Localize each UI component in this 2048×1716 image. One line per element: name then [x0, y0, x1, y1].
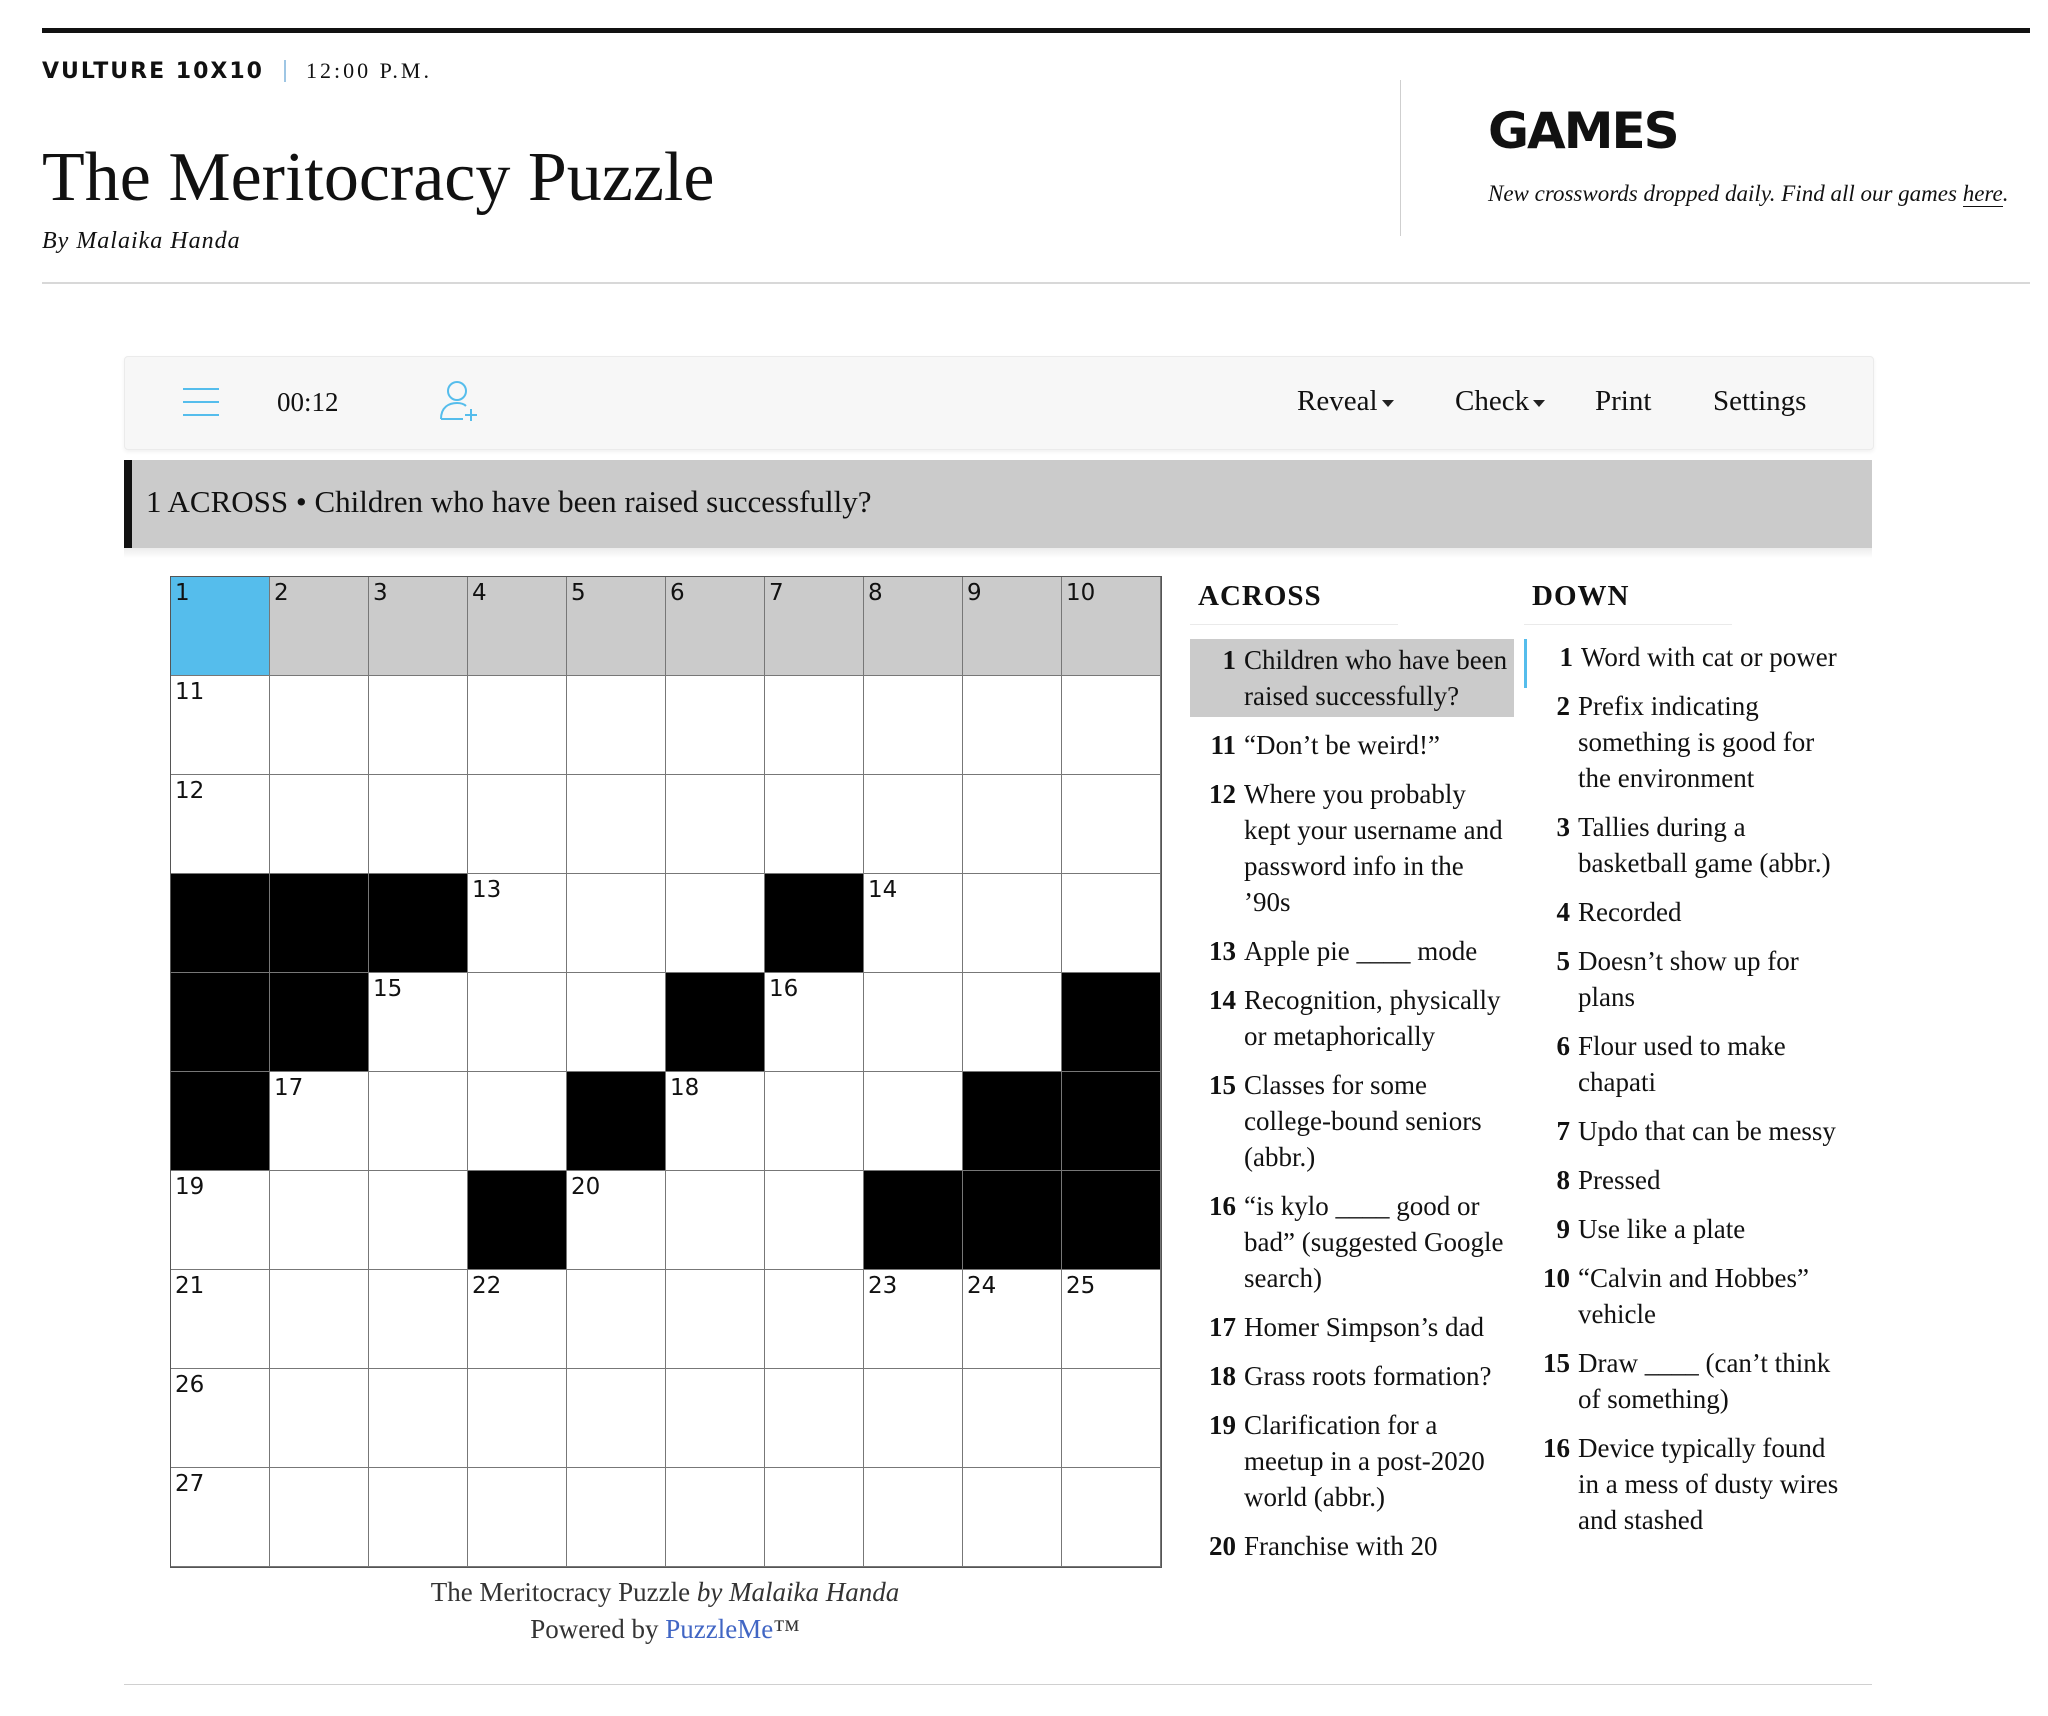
black-square	[369, 874, 468, 973]
grid-cell[interactable]	[864, 1468, 963, 1567]
cell-number: 25	[1066, 1273, 1096, 1299]
credit-tm: ™	[773, 1614, 800, 1644]
publish-time: 12:00 P.M.	[305, 58, 432, 83]
header-divider	[1400, 80, 1401, 236]
grid-cell[interactable]	[567, 1369, 666, 1468]
grid-cell[interactable]	[765, 676, 864, 775]
settings-button[interactable]: Settings	[1713, 385, 1807, 417]
down-clues	[1524, 639, 1854, 1551]
clue-number: 15	[1209, 1070, 1236, 1100]
grid-cell[interactable]	[963, 973, 1062, 1072]
grid-cell[interactable]	[567, 775, 666, 874]
grid-cell[interactable]	[567, 874, 666, 973]
clue-text: Pressed	[1578, 1165, 1661, 1195]
grid-cell[interactable]	[1062, 775, 1161, 874]
cell-number: 9	[967, 580, 982, 606]
clue-text: Where you probably kept your username and password info in the ’90s	[1244, 779, 1503, 917]
grid-cell[interactable]	[1062, 874, 1161, 973]
grid-cell[interactable]	[369, 1171, 468, 1270]
grid-cell[interactable]	[963, 577, 1062, 676]
cell-number: 26	[175, 1372, 205, 1398]
current-clue-text: 1 ACROSS • Children who have been raised successfully?	[146, 484, 872, 519]
cell-number: 18	[670, 1075, 700, 1101]
clue-number: 11	[1210, 730, 1236, 760]
black-square	[171, 973, 270, 1072]
grid-cell[interactable]	[963, 1468, 1062, 1567]
kicker	[42, 58, 432, 84]
grid-cell[interactable]	[369, 973, 468, 1072]
cell-number: 1	[175, 580, 190, 606]
cell-number: 2	[274, 580, 289, 606]
clue-number: 13	[1209, 936, 1236, 966]
clue-text: Device typically found in a mess of dusty wires and stashed	[1578, 1433, 1839, 1535]
grid-cell[interactable]	[468, 1468, 567, 1567]
grid-cell[interactable]	[567, 676, 666, 775]
grid-cell[interactable]	[270, 676, 369, 775]
clue-text: Doesn’t show up for plans	[1578, 946, 1799, 1012]
across-clue-13[interactable]	[1190, 933, 1514, 982]
across-clue-19[interactable]	[1190, 1407, 1514, 1528]
grid-cell[interactable]	[369, 1072, 468, 1171]
grid-cell[interactable]	[864, 1369, 963, 1468]
grid-cell[interactable]	[468, 973, 567, 1072]
grid-cell[interactable]	[171, 1270, 270, 1369]
grid-cell[interactable]	[666, 1270, 765, 1369]
clue-text: Recognition, physically or metaphorically	[1244, 985, 1501, 1051]
grid-cell[interactable]	[468, 1072, 567, 1171]
grid-cell[interactable]	[270, 1171, 369, 1270]
clue-text: Franchise with 20	[1244, 1531, 1438, 1561]
clue-number: 17	[1209, 1312, 1236, 1342]
grid-cell[interactable]	[468, 676, 567, 775]
clue-text: Draw ____ (can’t think of something)	[1578, 1348, 1831, 1414]
black-square	[171, 874, 270, 973]
grid-cell[interactable]	[171, 1171, 270, 1270]
grid-cell[interactable]	[666, 1072, 765, 1171]
grid-cell[interactable]	[765, 1468, 864, 1567]
down-heading: DOWN	[1524, 580, 1732, 625]
puzzle-toolbar	[124, 356, 1874, 450]
clue-text: Classes for some college-bound seniors (abbr.)	[1244, 1070, 1482, 1172]
puzzle-credit	[170, 1574, 1160, 1648]
across-clue-20[interactable]	[1190, 1528, 1514, 1577]
cell-number: 12	[175, 778, 205, 804]
games-logo[interactable]	[1488, 98, 1688, 158]
down-clue-8[interactable]	[1524, 1162, 1854, 1211]
cell-number: 22	[472, 1273, 502, 1299]
cell-number: 10	[1066, 580, 1096, 606]
clue-text: Use like a plate	[1578, 1214, 1746, 1244]
cell-number: 11	[175, 679, 205, 705]
clue-number: 19	[1209, 1410, 1236, 1440]
games-link[interactable]: here	[1962, 181, 2003, 206]
games-blurb	[1488, 180, 2018, 207]
grid-cell[interactable]	[270, 1270, 369, 1369]
kicker-separator	[284, 60, 286, 82]
grid-cell[interactable]	[1062, 1468, 1161, 1567]
cell-number: 8	[868, 580, 883, 606]
grid-cell[interactable]	[171, 1468, 270, 1567]
cell-number: 21	[175, 1273, 205, 1299]
puzzle-timer[interactable]: 00:12	[277, 387, 339, 417]
bottom-rule	[124, 1684, 1872, 1685]
black-square	[765, 874, 864, 973]
grid-cell[interactable]	[171, 577, 270, 676]
clue-number: 6	[1556, 1031, 1570, 1061]
clue-number: 16	[1209, 1191, 1236, 1221]
top-rule	[42, 28, 2030, 33]
cell-number: 14	[868, 877, 898, 903]
clue-text: Flour used to make chapati	[1578, 1031, 1786, 1097]
clue-text: Prefix indicating something is good for the environment	[1578, 691, 1815, 793]
black-square	[1062, 973, 1161, 1072]
grid-cell[interactable]	[864, 1270, 963, 1369]
black-square	[963, 1171, 1062, 1270]
cell-number: 24	[967, 1273, 997, 1299]
across-clue-17[interactable]	[1190, 1309, 1514, 1358]
down-clue-list	[1524, 580, 1854, 1654]
black-square	[270, 874, 369, 973]
grid-cell[interactable]	[864, 973, 963, 1072]
across-clue-list	[1190, 580, 1514, 1654]
grid-cell[interactable]	[468, 1369, 567, 1468]
black-square	[864, 1171, 963, 1270]
clue-text: “Calvin and Hobbes” vehicle	[1578, 1263, 1809, 1329]
clue-number: 1	[1222, 645, 1236, 675]
grid-cell[interactable]	[468, 775, 567, 874]
down-clue-15[interactable]	[1524, 1345, 1854, 1430]
puzzleme-link[interactable]: PuzzleMe	[665, 1614, 774, 1644]
grid-cell[interactable]	[369, 676, 468, 775]
grid-cell[interactable]	[270, 775, 369, 874]
credit-title: The Meritocracy Puzzle	[430, 1577, 691, 1607]
grid-cell[interactable]	[567, 973, 666, 1072]
grid-cell[interactable]	[666, 874, 765, 973]
grid-cell[interactable]	[666, 1369, 765, 1468]
grid-cell[interactable]	[1062, 1369, 1161, 1468]
black-square	[1062, 1072, 1161, 1171]
cell-number: 15	[373, 976, 403, 1002]
grid-cell[interactable]	[963, 874, 1062, 973]
across-clue-1[interactable]	[1190, 639, 1514, 717]
black-square	[171, 1072, 270, 1171]
black-square	[1062, 1171, 1161, 1270]
clue-number: 7	[1556, 1116, 1570, 1146]
across-clue-14[interactable]	[1190, 982, 1514, 1067]
grid-cell[interactable]	[468, 1270, 567, 1369]
grid-cell[interactable]	[567, 1270, 666, 1369]
menu-icon[interactable]	[181, 387, 221, 417]
black-square	[666, 973, 765, 1072]
down-clue-10[interactable]	[1524, 1260, 1854, 1345]
grid-cell[interactable]	[567, 577, 666, 676]
cell-number: 17	[274, 1075, 304, 1101]
clue-number: 1	[1559, 642, 1573, 672]
clue-text: “is kylo ____ good or bad” (suggested Google search)	[1244, 1191, 1504, 1293]
cell-number: 3	[373, 580, 388, 606]
grid-cell[interactable]	[567, 1468, 666, 1567]
grid-cell[interactable]	[765, 1171, 864, 1270]
byline: By Malaika Handa	[42, 228, 241, 254]
across-clue-15[interactable]	[1190, 1067, 1514, 1188]
grid-cell[interactable]	[369, 775, 468, 874]
grid-cell[interactable]	[270, 1072, 369, 1171]
grid-cell[interactable]	[666, 775, 765, 874]
games-blurb-text: New crosswords dropped daily. Find all our games	[1488, 181, 1957, 206]
header-rule	[42, 282, 2030, 284]
cell-number: 27	[175, 1471, 205, 1497]
grid-cell[interactable]	[666, 676, 765, 775]
clue-number: 8	[1556, 1165, 1570, 1195]
add-user-icon[interactable]	[437, 379, 481, 423]
grid-cell[interactable]	[270, 1369, 369, 1468]
clue-text: Apple pie ____ mode	[1244, 936, 1478, 966]
clue-text: Word with cat or power	[1581, 642, 1837, 672]
grid-cell[interactable]	[270, 1468, 369, 1567]
clue-text: “Don’t be weird!”	[1244, 730, 1440, 760]
black-square	[468, 1171, 567, 1270]
grid-cell[interactable]	[765, 577, 864, 676]
clue-number: 14	[1209, 985, 1236, 1015]
reveal-menu-button[interactable]: Reveal	[1297, 385, 1394, 418]
cell-number: 6	[670, 580, 685, 606]
grid-cell[interactable]	[1062, 577, 1161, 676]
credit-author: by Malaika Handa	[696, 1577, 900, 1607]
grid-cell[interactable]	[171, 775, 270, 874]
clue-text: Children who have been raised successfully?	[1244, 645, 1508, 711]
across-heading: ACROSS	[1190, 580, 1398, 625]
clue-number: 3	[1556, 812, 1570, 842]
clue-bar-shadow	[124, 548, 1872, 558]
grid-cell[interactable]	[369, 577, 468, 676]
black-square	[270, 973, 369, 1072]
cell-number: 5	[571, 580, 586, 606]
grid-cell[interactable]	[171, 1369, 270, 1468]
grid-cell[interactable]	[963, 775, 1062, 874]
clue-text: Homer Simpson’s dad	[1244, 1312, 1484, 1342]
games-blurb-end: .	[2002, 181, 2009, 206]
check-menu-button[interactable]: Check	[1455, 385, 1545, 418]
section-brand[interactable]: VULTURE 10X10	[42, 58, 264, 84]
clue-number: 18	[1209, 1361, 1236, 1391]
grid-cell[interactable]	[369, 1369, 468, 1468]
down-clue-7[interactable]	[1524, 1113, 1854, 1162]
grid-cell[interactable]	[171, 676, 270, 775]
grid-cell[interactable]	[468, 577, 567, 676]
grid-cell[interactable]	[963, 676, 1062, 775]
credit-powered-by: Powered by	[530, 1614, 659, 1644]
grid-cell[interactable]	[666, 577, 765, 676]
cell-number: 16	[769, 976, 799, 1002]
clue-number: 2	[1556, 691, 1570, 721]
grid-cell[interactable]	[765, 775, 864, 874]
clue-text: Updo that can be messy	[1578, 1116, 1836, 1146]
clue-number: 12	[1209, 779, 1236, 809]
clue-number: 9	[1556, 1214, 1570, 1244]
across-clue-18[interactable]	[1190, 1358, 1514, 1407]
down-clue-16[interactable]	[1524, 1430, 1854, 1551]
clue-number: 4	[1556, 897, 1570, 927]
cell-number: 20	[571, 1174, 601, 1200]
current-clue-bar	[124, 460, 1872, 548]
grid-cell[interactable]	[963, 1369, 1062, 1468]
grid-cell[interactable]	[1062, 676, 1161, 775]
grid-cell[interactable]	[567, 1171, 666, 1270]
crossword-grid[interactable]	[170, 576, 1162, 1568]
down-clue-2[interactable]	[1524, 688, 1854, 809]
clue-number: 16	[1543, 1433, 1570, 1463]
grid-cell[interactable]	[765, 1369, 864, 1468]
down-clue-5[interactable]	[1524, 943, 1854, 1028]
grid-cell[interactable]	[963, 1270, 1062, 1369]
print-button[interactable]: Print	[1595, 385, 1652, 417]
cell-number: 7	[769, 580, 784, 606]
clue-number: 5	[1556, 946, 1570, 976]
grid-cell[interactable]	[864, 577, 963, 676]
clue-text: Recorded	[1578, 897, 1682, 927]
grid-cell[interactable]	[666, 1468, 765, 1567]
clue-number: 10	[1543, 1263, 1570, 1293]
cell-number: 19	[175, 1174, 205, 1200]
down-clue-3[interactable]	[1524, 809, 1854, 894]
across-clue-12[interactable]	[1190, 776, 1514, 933]
down-clue-4[interactable]	[1524, 894, 1854, 943]
page-title: The Meritocracy Puzzle	[42, 139, 715, 216]
clue-number: 15	[1543, 1348, 1570, 1378]
grid-cell[interactable]	[765, 973, 864, 1072]
grid-cell[interactable]	[369, 1468, 468, 1567]
grid-cell[interactable]	[864, 775, 963, 874]
games-logo-text: GAMES	[1488, 102, 1678, 158]
grid-cell[interactable]	[1062, 1270, 1161, 1369]
clue-text: Tallies during a basketball game (abbr.)	[1578, 812, 1831, 878]
down-clue-1[interactable]	[1524, 639, 1854, 688]
grid-cell[interactable]	[369, 1270, 468, 1369]
clue-text: Grass roots formation?	[1244, 1361, 1492, 1391]
grid-cell[interactable]	[765, 1270, 864, 1369]
across-clue-16[interactable]	[1190, 1188, 1514, 1309]
clue-number: 20	[1209, 1531, 1236, 1561]
grid-cell[interactable]	[864, 874, 963, 973]
cell-number: 13	[472, 877, 502, 903]
grid-cell[interactable]	[468, 874, 567, 973]
cell-number: 4	[472, 580, 487, 606]
grid-cell[interactable]	[864, 1072, 963, 1171]
grid-cell[interactable]	[864, 676, 963, 775]
cell-number: 23	[868, 1273, 898, 1299]
across-clues	[1190, 639, 1514, 1577]
black-square	[963, 1072, 1062, 1171]
grid-cell[interactable]	[765, 1072, 864, 1171]
down-clue-9[interactable]	[1524, 1211, 1854, 1260]
across-clue-11[interactable]	[1190, 727, 1514, 776]
grid-cell[interactable]	[666, 1171, 765, 1270]
black-square	[567, 1072, 666, 1171]
grid-cell[interactable]	[270, 577, 369, 676]
clue-text: Clarification for a meetup in a post-2020 world (abbr.)	[1244, 1410, 1485, 1512]
down-clue-6[interactable]	[1524, 1028, 1854, 1113]
